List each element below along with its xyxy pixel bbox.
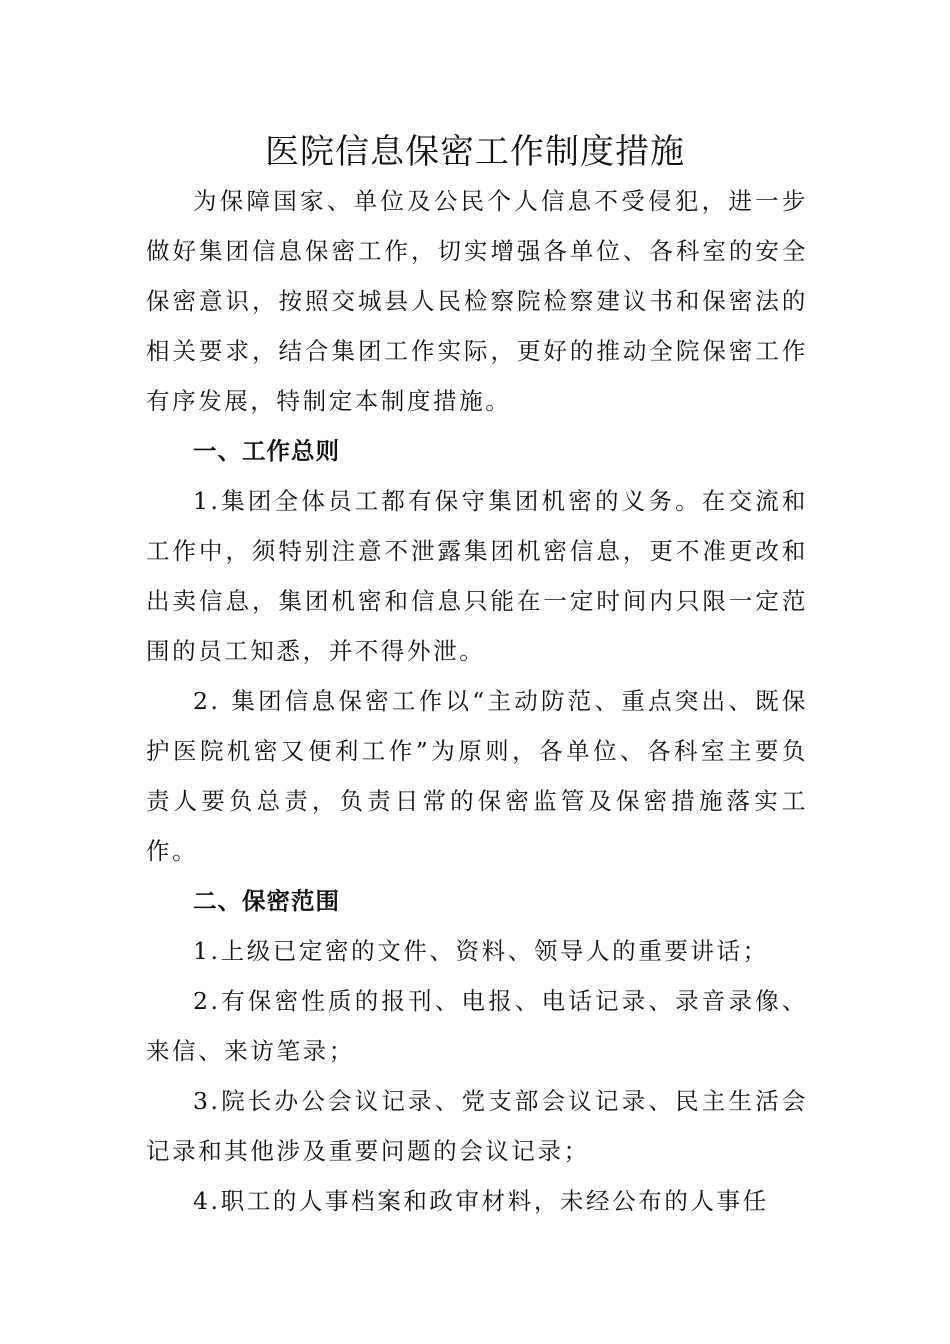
general-item-1: 1.集团全体员工都有保守集团机密的义务。在交流和工作中，须特别注意不泄露集团机密信息，更不准更改和出卖信息，集团机密和信息只能在一定时间内只限一定范围的员工知悉，并不得外泄。 bbox=[146, 487, 808, 665]
scope-item-1: 1.上级已定密的文件、资料、领导人的重要讲话； bbox=[193, 937, 769, 965]
intro-paragraph: 为保障国家、单位及公民个人信息不受侵犯，进一步做好集团信息保密工作，切实增强各单位、各科室的安全保密意识，按照交城县人民检察院检察建议书和保密法的相关要求，结合集团工作实际，更好的推动全院保密工作有序发展，特制定本制度措施。 bbox=[146, 187, 808, 415]
scope-item-3: 3.院长办公会议记录、党支部会议记录、民主生活会记录和其他涉及重要问题的会议记录； bbox=[146, 1087, 808, 1165]
section-heading-general: 一、工作总则 bbox=[193, 437, 340, 465]
document-title: 医院信息保密工作制度措施 bbox=[265, 132, 685, 172]
scope-item-4: 4.职工的人事档案和政审材料，未经公布的人事任 bbox=[193, 1187, 769, 1215]
scope-item-2: 2.有保密性质的报刊、电报、电话记录、录音录像、来信、来访笔录； bbox=[146, 987, 808, 1065]
section-heading-scope: 二、保密范围 bbox=[193, 887, 340, 915]
document-body bbox=[146, 176, 808, 1226]
general-item-2: 2. 集团信息保密工作以“主动防范、重点突出、既保护医院机密又便利工作”为原则，各单位、各科室主要负责人要负总责，负责日常的保密监管及保密措施落实工作。 bbox=[146, 687, 808, 865]
